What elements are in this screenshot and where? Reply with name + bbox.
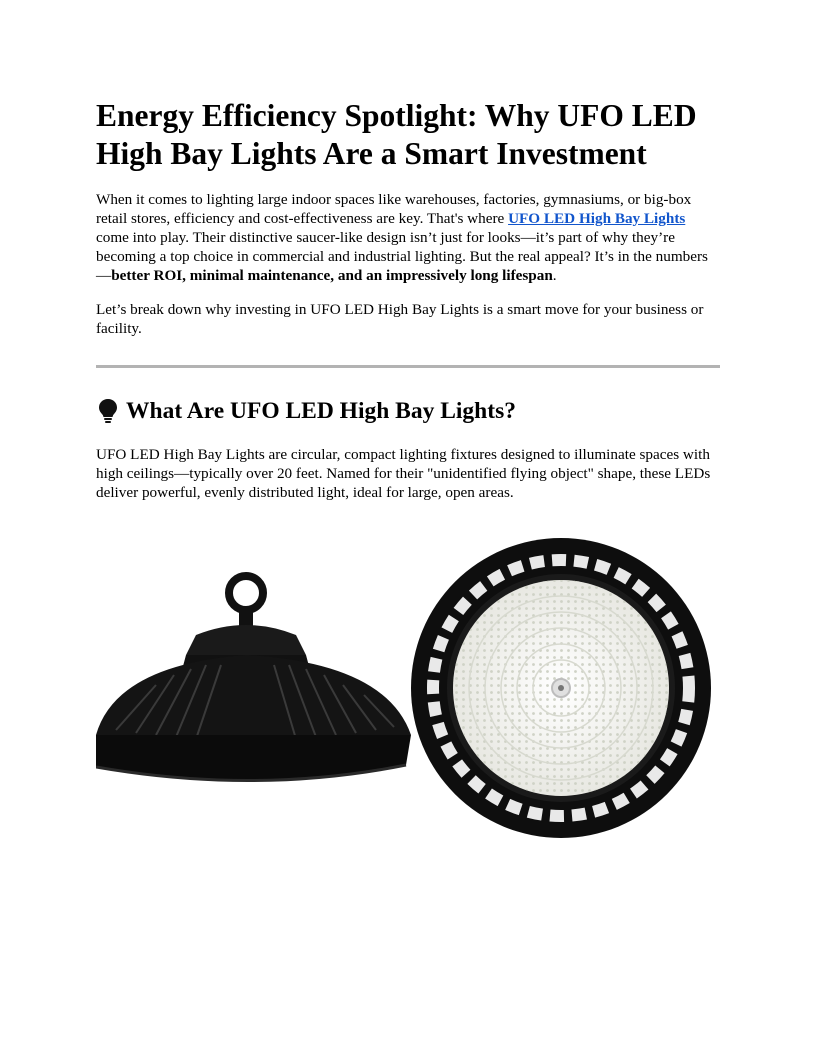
fixture-front-view — [411, 538, 711, 838]
fixture-side-view — [96, 576, 411, 781]
ufo-light-product-image — [96, 535, 720, 845]
ufo-led-high-bay-lights-link[interactable]: UFO LED High Bay Lights — [508, 210, 686, 227]
intro-paragraph — [96, 190, 720, 285]
section-body: UFO LED High Bay Lights are circular, compact lighting fixtures designed to illuminate spaces with high ceilings—typically over 20 feet. Named for their "unidentified flying object" shape, these LEDs deliver powerful, evenly distributed light, ideal for large, open areas. — [96, 446, 711, 501]
section-heading-text: What Are UFO LED High Bay Lights? — [126, 398, 516, 424]
intro-text-start: When it comes to lighting large indoor spaces like warehouses, factories, gymnasiums, or big-box retail stores, efficiency and cost-effectiveness are key. That's where — [96, 191, 692, 227]
lightbulb-icon — [96, 398, 120, 424]
intro-bold-highlight: better ROI, minimal maintenance, and an impressively long lifespan — [111, 267, 553, 284]
intro-text-middle: come into play. Their distinctive saucer-like design isn’t just for looks—it’s part of why they’re becoming a top choice in commercial and industrial lighting. But the real appeal? It’s in the numbers— — [96, 229, 708, 284]
section-heading — [96, 396, 720, 426]
section-divider — [96, 365, 720, 368]
page-title: Energy Efficiency Spotlight: Why UFO LED High Bay Lights Are a Smart Investment — [96, 98, 697, 171]
intro-text-end: . — [552, 267, 557, 284]
lead-in-paragraph: Let’s break down why investing in UFO LED High Bay Lights is a smart move for your business or facility. — [96, 301, 704, 337]
